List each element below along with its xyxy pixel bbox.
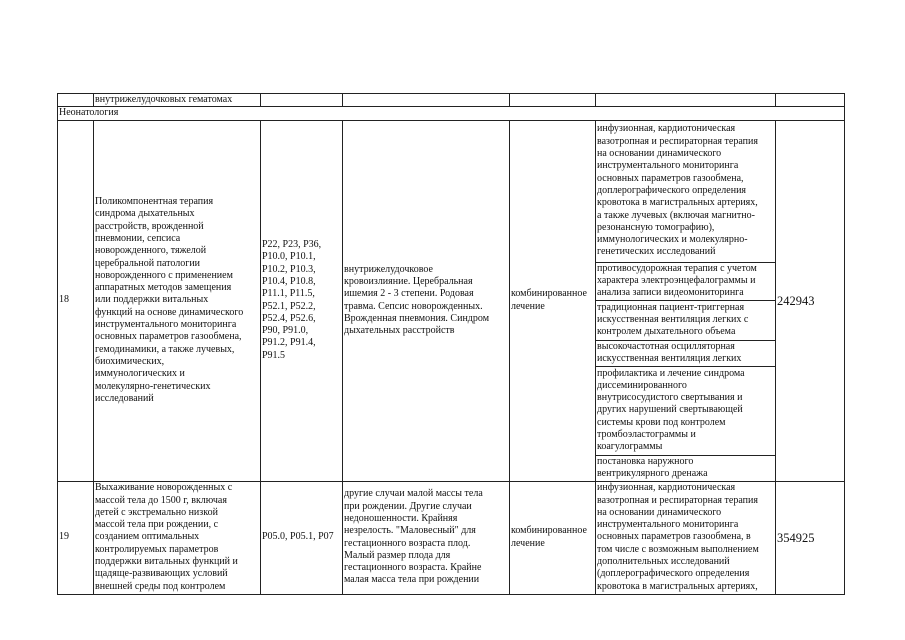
cost-cell: 354925: [776, 481, 845, 594]
icd-codes-cell: P05.0, P05.1, P07: [261, 481, 343, 594]
cell-empty: [510, 94, 596, 107]
table-row: [58, 120, 845, 262]
cost-cell: 242943: [776, 120, 845, 481]
treatment-method-cell: высокочастотная осцилляторная искусственная вентиляция легких: [596, 340, 776, 366]
patient-model-cell: другие случаи малой массы тела при рождении. Другие случаи недоношенности. Крайняя незрелость. "Маловесный" для гестационного возраста плод. Малый размер плода для гестационного возраста. Крайне малая масса тела при рождении: [343, 481, 510, 594]
cell-empty: [596, 94, 776, 107]
treatment-method-cell: традиционная пациент-триггерная искусственная вентиляция легких с контролем дыхательного объема: [596, 300, 776, 340]
treatment-method-cell: противосудорожная терапия с учетом характера электроэнцефалограммы и анализа записи видеомониторинга: [596, 262, 776, 300]
method-name-cell: Поликомпонентная терапия синдрома дыхательных расстройств, врожденной пневмонии, сепсиса новорожденного, тяжелой церебральной патологии новорожденного с применением аппаратных методов замещения или поддержки витальных функций на основе динамического инструментального мониторинга основных параметров газообмена, гемодинамики, а также лучевых, биохимических, иммунологических и молекулярно-генетических исследований: [94, 120, 261, 481]
section-title: Неонатология: [58, 107, 845, 120]
treatment-method-cell: инфузионная, кардиотоническая вазотропная и респираторная терапия на основании динамического инструментального мониторинга основных параметров газообмена, доплерографического определения кровотока в магистральных артериях, а также лучевых (включая магнитно- резонансную томографию), иммунологических и молекулярно- генетических исследований: [596, 120, 776, 262]
row-number: 19: [58, 481, 94, 594]
cell-empty: [58, 94, 94, 107]
cell-empty: [776, 94, 845, 107]
table-row: [58, 94, 845, 107]
treatment-type-cell: комбинированное лечение: [510, 481, 596, 594]
treatment-method-cell: инфузионная, кардиотоническая вазотропная и респираторная терапия на основании динамического инструментального мониторинга основных параметров газообмена, в том числе с возможным выполнением дополнительных исследований (доплерографического определения кровотока в магистральных артериях,: [596, 481, 776, 594]
cell-empty: [343, 94, 510, 107]
table-row: [58, 481, 845, 594]
patient-model-cell: внутрижелудочковое кровоизлияние. Церебральная ишемия 2 - 3 степени. Родовая травма. Сепсис новорожденных. Врожденная пневмония. Синдром дыхательных расстройств: [343, 120, 510, 481]
treatment-method-cell: постановка наружного вентрикулярного дренажа: [596, 455, 776, 481]
icd-codes-cell: P22, P23, P36, P10.0, P10.1, P10.2, P10.3, P10.4, P10.8, P11.1, P11.5, P52.1, P52.2, P52.4, P52.6, P90, P91.0, P91.2, P91.4, P91.5: [261, 120, 343, 481]
cell-empty: [261, 94, 343, 107]
medical-care-table: [57, 93, 845, 595]
row-number: 18: [58, 120, 94, 481]
treatment-type-cell: комбинированное лечение: [510, 120, 596, 481]
method-name-cell: Выхаживание новорожденных с массой тела до 1500 г, включая детей с экстремально низкой массой тела при рождении, с созданием оптимальных контролируемых параметров поддержки витальных функций и щадяще-развивающих условий внешней среды под контролем: [94, 481, 261, 594]
method-name-cell: внутрижелудочковых гематомах: [94, 94, 261, 107]
section-row: [58, 107, 845, 120]
treatment-method-cell: профилактика и лечение синдрома диссеминированного внутрисосудистого свертывания и других нарушений свертывающей системы крови под контролем тромбоэластограммы и коагулограммы: [596, 366, 776, 455]
